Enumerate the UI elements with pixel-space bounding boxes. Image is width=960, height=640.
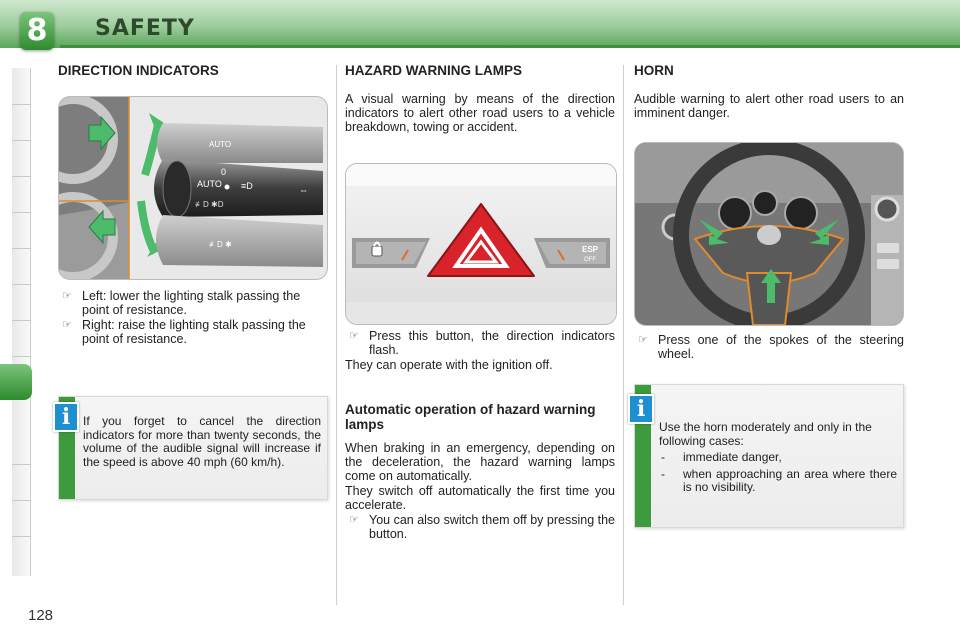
svg-text:⇔: ⇔ — [299, 185, 308, 195]
dash-marker: - — [661, 466, 665, 481]
bullet-right-text: Right: raise the lighting stalk passing the point of resistance. — [82, 318, 306, 346]
pointing-hand-icon: ☞ — [62, 290, 72, 302]
steering-wheel-illustration — [634, 142, 904, 326]
info-icon: i — [53, 402, 79, 432]
header-rule — [60, 45, 960, 48]
horn-heading: HORN — [634, 63, 674, 78]
stalk-label-auto: AUTO — [197, 179, 222, 189]
chapter-number-badge: 8 — [20, 12, 54, 50]
horn-info-list — [659, 421, 897, 495]
svg-text:≡D: ≡D — [241, 181, 253, 191]
auto-hazard-p2: They switch off automatically the first time you accelerate. — [345, 484, 615, 512]
lighting-stalk-illustration — [58, 96, 328, 280]
info-box-horn — [634, 384, 904, 528]
list-item — [345, 513, 615, 541]
info-text-direction: If you forget to cancel the direction indicators for more than twenty seconds, the volume of the audible signal will increase if the speed is above 40 mph (60 km/h). — [83, 414, 321, 469]
esp-label: ESP — [582, 245, 599, 254]
horn-info-item-2: when approaching an area where there is no visibility. — [683, 466, 897, 494]
hazard-note: They can operate with the ignition off. — [345, 358, 553, 372]
horn-info-text: Use the horn moderately and only in the following cases: — [659, 420, 872, 448]
list-item — [58, 289, 326, 317]
column-divider — [623, 65, 624, 605]
pointing-hand-icon: ☞ — [349, 514, 359, 526]
hazard-intro: A visual warning by means of the direction indicators to alert other road users to a vehicle breakdown, towing or accident. — [345, 92, 615, 134]
dash-marker: - — [661, 450, 665, 464]
direction-indicators-heading: DIRECTION INDICATORS — [58, 63, 219, 78]
pointing-hand-icon: ☞ — [62, 319, 72, 331]
page-title: SAFETY — [95, 16, 195, 41]
list-item — [634, 333, 904, 361]
chapter-tabs — [12, 68, 31, 576]
hazard-button-illustration — [345, 163, 617, 325]
svg-text:≢D ✱: ≢D ✱ — [209, 240, 232, 249]
esp-off-label: OFF — [584, 257, 596, 263]
stalk-label-off: 0 — [221, 167, 227, 177]
info-icon: i — [628, 394, 654, 424]
chapter-tab-active[interactable] — [0, 364, 32, 400]
pointing-hand-icon: ☞ — [638, 334, 648, 346]
list-item — [345, 329, 615, 357]
stalk-label-auto-top: AUTO — [209, 140, 232, 149]
page-number: 128 — [28, 607, 54, 624]
list-item — [659, 451, 897, 465]
hazard-bullet-text: Press this button, the direction indicators flash. — [369, 329, 615, 357]
info-box-direction — [58, 396, 328, 500]
pointing-hand-icon: ☞ — [349, 330, 359, 342]
column-divider — [336, 65, 337, 605]
horn-intro: Audible warning to alert other road users to an imminent danger. — [634, 92, 904, 120]
list-item — [659, 468, 897, 495]
horn-bullet-text: Press one of the spokes of the steering wheel. — [658, 333, 904, 361]
list-item — [58, 318, 326, 346]
hazard-heading: HAZARD WARNING LAMPS — [345, 63, 522, 78]
auto-hazard-p1: When braking in an emergency, depending on the deceleration, the hazard warning lamps come on automatically. — [345, 441, 615, 483]
auto-hazard-heading: Automatic operation of hazard warning lamps — [345, 402, 596, 432]
svg-text:≢D ✱D: ≢D ✱D — [195, 200, 224, 209]
bullet-left-text: Left: lower the lighting stalk passing the point of resistance. — [82, 289, 301, 317]
auto-hazard-bullet-text: You can also switch them off by pressing the button. — [369, 513, 615, 541]
horn-info-item-1: immediate danger, — [683, 450, 782, 464]
